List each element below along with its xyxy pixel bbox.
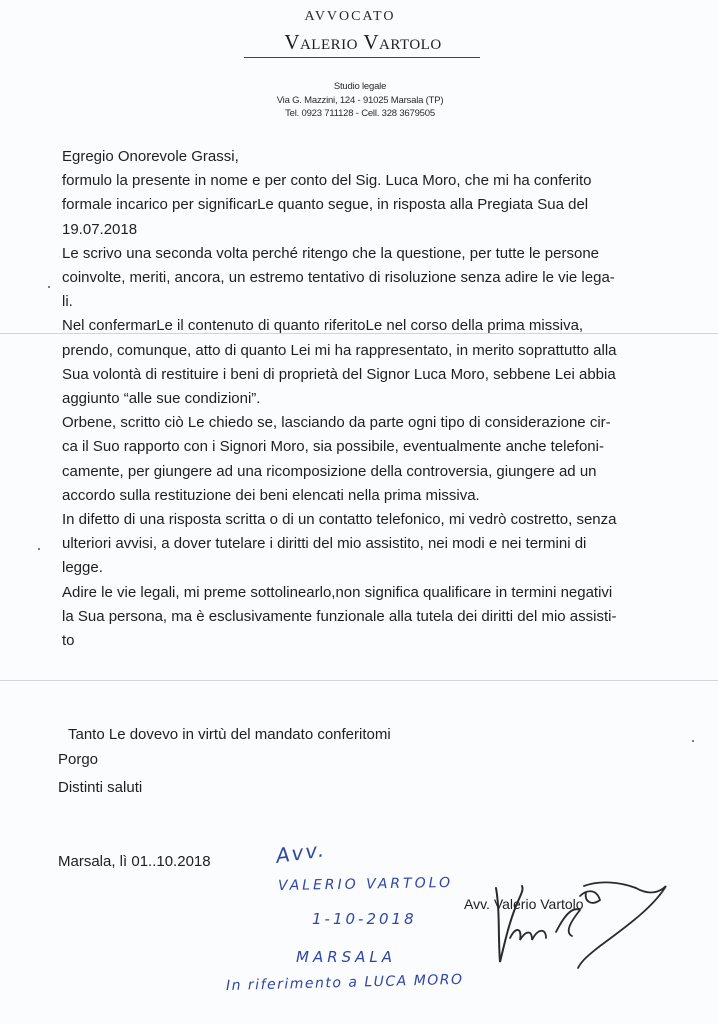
handwritten-line: VALERIO VARTOLO: [277, 874, 454, 894]
signature-block: [460, 866, 690, 976]
body-line: formale incarico per significarLe quanto segue, in risposta alla Pregiata Sua del: [62, 196, 589, 214]
signature-icon: [460, 866, 690, 976]
letter-body: [62, 145, 662, 653]
letterhead-office: Studio legale: [333, 81, 387, 92]
handwritten-line: Avv.: [274, 837, 328, 868]
body-line: ca il Suo rapporto con i Signori Moro, sia possibile, eventualmente anche telefoni-: [62, 438, 604, 456]
salutation: Egregio Onorevole Grassi,: [62, 148, 239, 165]
closing-saluti: Distinti saluti: [58, 779, 143, 796]
body-line: formulo la presente in nome e per conto del Sig. Luca Moro, che mi ha conferito: [62, 172, 592, 190]
body-line: Orbene, scritto ciò Le chiedo se, lasciando da parte ogni tipo di considerazione cir-: [62, 414, 611, 432]
body-line: camente, per giungere ad una ricomposizione della controversia, giungere ad un: [62, 462, 597, 480]
body-line: Nel confermarLe il contenuto di quanto riferitoLe nel corso della prima missiva,: [62, 317, 584, 335]
body-line: coinvolte, meriti, ancora, un estremo tentativo di risoluzione senza adire le vie lega-: [62, 269, 615, 287]
signatory-name: Avv. Valerio Vartolo: [464, 896, 584, 912]
body-line: li.: [62, 293, 73, 311]
paper-speck: [48, 286, 50, 288]
body-line: Le scrivo una seconda volta perché ritengo che la questione, per tutte le persone: [62, 244, 600, 262]
body-line: accordo sulla restituzione dei beni elencati nella prima missiva.: [62, 486, 480, 504]
body-line: Sua volontà di restituire i beni di proprietà del Signor Luca Moro, sebbene Lei abbia: [62, 365, 616, 383]
body-line: 19.07.2018: [62, 220, 138, 238]
body-line: Adire le vie legali, mi preme sottolinearlo,non significa qualificare in termini negativi: [62, 583, 613, 601]
body-line: aggiunto “alle sue condizioni”.: [62, 390, 261, 408]
handwritten-line: 1-10-2018: [312, 910, 417, 928]
closing-mandate: Tanto Le dovevo in virtù del mandato conferitomi: [68, 726, 391, 743]
paper-speck: [38, 548, 40, 550]
letterhead-address: Via G. Mazzini, 124 - 91025 Marsala (TP): [276, 95, 444, 106]
letterhead-phones: Tel. 0923 711128 - Cell. 328 3679505: [285, 108, 435, 119]
body-line: to: [62, 632, 75, 650]
place-date: Marsala, lì 01..10.2018: [58, 853, 211, 870]
body-line: la Sua persona, ma è esclusivamente funzionale alla tutela dei diritti del mio assisti-: [62, 607, 617, 625]
letterhead-rule: [244, 57, 480, 58]
body-line: prendo, comunque, atto di quanto Lei mi ha rappresentato, in merito soprattutto alla: [62, 341, 617, 359]
body-line: legge.: [62, 559, 103, 577]
closing-porgo: Porgo: [58, 751, 99, 768]
body-line: In difetto di una risposta scritta o di un contatto telefonico, mi vedrò costretto, senza: [62, 511, 617, 529]
paper-speck: [692, 740, 694, 742]
fold-line: [0, 680, 718, 681]
handwritten-line: In riferimento a LUCA MORO: [225, 971, 464, 994]
body-line: ulteriori avvisi, a dover tutelare i diritti del mio assistito, nei modi e nei termini di: [62, 535, 587, 553]
letterhead-name: Valerio Vartolo: [284, 30, 442, 54]
handwritten-line: MARSALA: [296, 948, 397, 966]
letterhead-role: AVVOCATO: [304, 9, 396, 24]
